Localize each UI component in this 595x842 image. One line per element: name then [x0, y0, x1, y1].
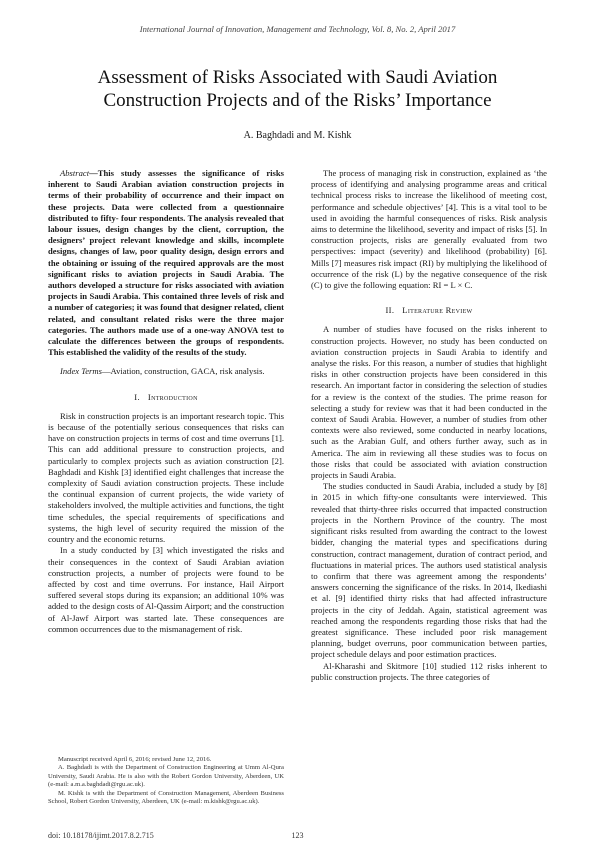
literature-paragraph-3: Al-Kharashi and Skitmore [10] studied 112 risks inherent to public construction projects. The three categories of: [311, 660, 547, 682]
running-head: International Journal of Innovation, Management and Technology, Vol. 8, No. 2, April 2017: [139, 24, 456, 34]
intro-paragraph-2: In a study conducted by [3] which investigated the risks and their consequences in the context of Saudi Arabian aviation construction projects, a number of projects were found to be affected by cost and time overruns. For instance, Hail Airport suffered several stops during its expansion; an additional 10% was added to the design costs of Al-Qassim Airport; and the construction of Al-Jawf Airport was started late. These consequences are common occurrences due to the mismanagement of risk.: [48, 545, 284, 634]
section-heading-introduction: [48, 392, 284, 403]
section-number: I.: [134, 391, 140, 402]
section-title: Introduction: [147, 391, 198, 402]
index-terms-lead: Index Terms: [60, 366, 102, 377]
authors: A. Baghdadi and M. Kishk: [243, 130, 352, 141]
section-number: II.: [385, 305, 395, 316]
footnotes: [48, 756, 284, 806]
section-title: Literature Review: [402, 305, 473, 316]
footnote-received: Manuscript received April 6, 2016; revised June 12, 2016.: [58, 756, 212, 763]
paper-title: [40, 66, 555, 112]
index-terms: [48, 366, 284, 377]
abstract-lead: Abstract: [60, 168, 90, 178]
intro-paragraph-1: Risk in construction projects is an important research topic. This is because of the potentially serious consequences that risks can have on construction projects in terms of cost and time overruns [1]. This can add additional pressure to construction projects, and particularly to complex projects such as aviation construction [2]. Baghdadi and Kishk [3] identified eight challenges that increase the complexity of Saudi aviation construction projects. These include the continual expansion of current projects, the wide variety of stakeholders involved, the multiple activities and functions, the tight time schedules, the special requirements of specifications and systems, the high level of security required the mission of the country and the economic returns.: [48, 410, 284, 545]
title-line-2: Construction Projects and of the Risks’ Importance: [103, 90, 492, 111]
section-heading-literature-review: [311, 305, 547, 316]
literature-paragraph-1: A number of studies have focused on the risks inherent to construction projects. However, no study has been conducted on aviation construction projects in Saudi Arabia to identify and analyse the risks. For this reason, a number of studies that highlight risks in other construction projects have been considered in this research. An important factor in considering the selection of studies for a review is the context of the studies. The prime reason for selecting a study for review was that it had been conducted in the context of Saudi Arabia. However, a number of studies from other contexts were also reviewed, some conducted in nearby locations, such as the Arabian Gulf, and others further away, such as in America. The aim in reviewing all these studies was to focus on those risks that could be associated with aviation construction projects in Saudi Arabia.: [311, 324, 547, 481]
literature-paragraph-2: The studies conducted in Saudi Arabia, included a study by [8] in 2015 in which fifty-one consultants were interviewed. This revealed that thirty-three risks occurred that impacted construction projects in the Northern Province of the country. The most significant risks resulted from awarding the contract to the lowest bidder, changing the material types and specifications during construction, contract management, duration of contract period, and fluctuations in material prices. The authors used statistical analysis to confirm that there was agreement among the respondents’ answers concerning the significance of the risks. In 2014, Ikediashi et al. [9] identified thirty risks that had affected infrastructure projects in the city of Jeddah. Again, statistical agreement was reached among the respondents regarding those risks that had the greatest significance. These included poor risk management planning, budget overruns, poor communication between parties, project schedule delays and poor estimation practices.: [311, 481, 547, 660]
footnote-author-1: A. Baghdadi is with the Department of Construction Engineering at Umm Al-Qura University, Saudi Arabia. He is also with the Robert Gordon University, Aberdeen, UK (e-mail: a.m.a.baghdadi@rgu.ac.uk).: [48, 764, 284, 789]
right-column: [311, 168, 547, 683]
abstract: [48, 168, 284, 358]
left-column: [48, 168, 284, 635]
index-terms-body: —Aviation, construction, GACA, risk analysis.: [101, 366, 265, 377]
title-line-1: Assessment of Risks Associated with Saudi Aviation: [97, 67, 498, 88]
risk-management-paragraph: The process of managing risk in construction, explained as ‘the process of identifying and analysing programme areas and critical technical process risks to increase the likelihood of meeting cost, performance and schedule objectives’ [4]. This is a vital tool to be used in avoiding the harmful consequences of risks. Risk analysis aims to determine the likelihood, severity and impact of risks [5]. In construction projects, risks are generally evaluated from two perspectives: impact (severity) and likelihood (probability) [6]. Mills [7] measures risk impact (RI) by multiplying the likelihood of occurrence of the risk (L) by the negative consequence of the risk (C) to give the following equation: RI = L × C.: [311, 168, 547, 291]
footnote-author-2: M. Kishk is with the Department of Construction Management, Aberdeen Business School, Robert Gordon University, Aberdeen, UK (e-mail: m.kishk@rgu.ac.uk).: [48, 789, 284, 806]
abstract-body: —This study assesses the significance of risks inherent to Saudi Arabian aviation construction projects in terms of their probability of occurrence and their impact on these projects. Data were collected from a questionnaire distributed to fifty- four respondents. The analysis revealed that labour issues, design changes by the client, corruption, the designers’ project relevant knowledge and skills, incomplete designs, changes of law, poor quality design, design errors and the obtaining or issuing of the required approvals are the most significant risks to aviation projects in Saudi Arabia. The authors developed a structure for risks associated with aviation projects in Saudi Arabia. This contained three levels of risk and a number of categories; it was found that designer related, client related, and consultant related risks were the three major categories. The authors made use of a one-way ANOVA test to calculate the differences between the groups of respondents. This established the validity of the results of the study.: [48, 168, 284, 358]
doi-link[interactable]: doi: 10.18178/ijimt.2017.8.2.715: [48, 831, 154, 840]
page-number: 123: [291, 831, 304, 840]
